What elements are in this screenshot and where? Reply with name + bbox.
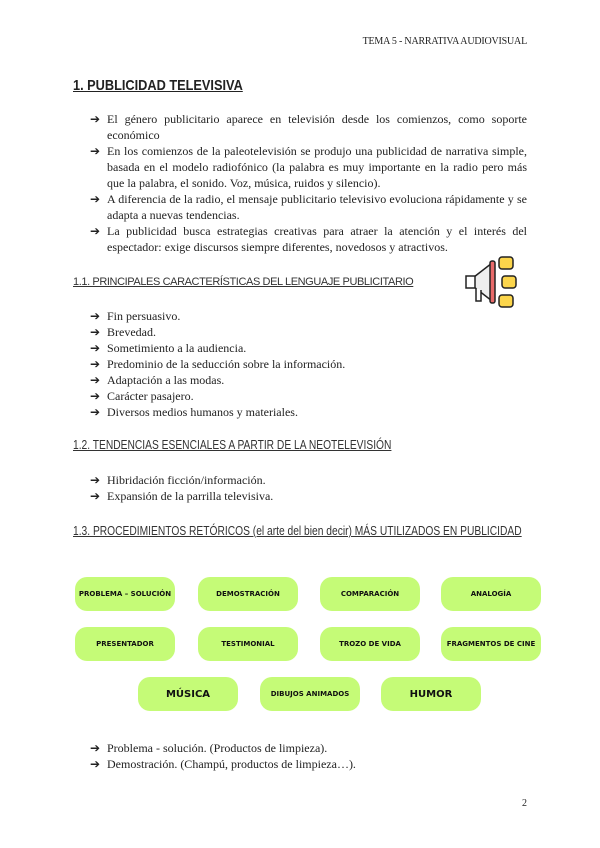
section-title: 1. PUBLICIDAD TELEVISIVA — [73, 77, 243, 94]
arrow-icon: ➔ — [90, 341, 101, 355]
arrow-icon: ➔ — [90, 192, 101, 206]
list-item: ➔ Fin persuasivo. — [90, 309, 181, 323]
list-item: ➔ A diferencia de la radio, el mensaje publicitario televisivo evoluciona rápidamente y se adapta a nuevas tendencias. — [90, 192, 527, 222]
list-item: ➔ La publicidad busca estrategias creativas para atraer la atención y el interés del espectador: exige discursos siempre diferentes, novedosos y atractivos. — [90, 224, 527, 254]
running-header: TEMA 5 - NARRATIVA AUDIOVISUAL — [362, 36, 527, 47]
pill-dibujos-animados: DIBUJOS ANIMADOS — [260, 677, 360, 711]
list-item: ➔ Expansión de la parrilla televisiva. — [90, 489, 274, 503]
arrow-icon: ➔ — [90, 309, 101, 323]
list-item: ➔ El género publicitario aparece en televisión desde los comienzos, como soporte económico — [90, 112, 527, 142]
list-item: ➔ Carácter pasajero. — [90, 389, 194, 403]
trends-list — [90, 472, 527, 504]
arrow-icon: ➔ — [90, 405, 101, 419]
pill-problema-solucion: PROBLEMA – SOLUCIÓN — [75, 577, 175, 611]
arrow-icon: ➔ — [90, 757, 101, 771]
pill-analogia: ANALOGÍA — [441, 577, 541, 611]
pill-demostracion: DEMOSTRACIÓN — [198, 577, 298, 611]
subsection-title-1-1: 1.1. PRINCIPALES CARACTERÍSTICAS DEL LENGUAJE PUBLICITARIO — [73, 276, 414, 288]
list-item: ➔ Problema - solución. (Productos de limpieza). — [90, 741, 328, 755]
list-item: ➔ En los comienzos de la paleotelevisión se produjo una publicidad de narrativa simple, basada en el modelo radiofónico (la palabra es muy importante en la radio pero más que la palabra, el sonido. Voz, música, ruidos y silencio). — [90, 144, 527, 190]
list-item: ➔ Brevedad. — [90, 325, 156, 339]
list-item: ➔ Predominio de la seducción sobre la información. — [90, 357, 346, 371]
pill-testimonial: TESTIMONIAL — [198, 627, 298, 661]
list-item: ➔ Demostración. (Champú, productos de limpieza…). — [90, 757, 356, 771]
pill-comparacion: COMPARACIÓN — [320, 577, 420, 611]
list-item: ➔ Adaptación a las modas. — [90, 373, 225, 387]
arrow-icon: ➔ — [90, 224, 101, 238]
list-item: ➔ Diversos medios humanos y materiales. — [90, 405, 298, 419]
page-number: 2 — [522, 798, 527, 809]
subsection-title-1-3: 1.3. PROCEDIMIENTOS RETÓRICOS (el arte del bien decir) MÁS UTILIZADOS EN PUBLICIDAD — [73, 524, 522, 538]
arrow-icon: ➔ — [90, 144, 101, 158]
list-item: ➔ Sometimiento a la audiencia. — [90, 341, 247, 355]
arrow-icon: ➔ — [90, 325, 101, 339]
arrow-icon: ➔ — [90, 112, 101, 126]
arrow-icon: ➔ — [90, 389, 101, 403]
procedures-list — [90, 740, 527, 772]
pill-trozo-de-vida: TROZO DE VIDA — [320, 627, 420, 661]
arrow-icon: ➔ — [90, 741, 101, 755]
list-item: ➔ Hibridación ficción/información. — [90, 473, 266, 487]
intro-list — [90, 111, 527, 255]
characteristics-list — [90, 308, 527, 420]
pill-musica: MÚSICA — [138, 677, 238, 711]
arrow-icon: ➔ — [90, 473, 101, 487]
arrow-icon: ➔ — [90, 489, 101, 503]
pill-fragmentos-de-cine: FRAGMENTOS DE CINE — [441, 627, 541, 661]
pill-presentador: PRESENTADOR — [75, 627, 175, 661]
arrow-icon: ➔ — [90, 373, 101, 387]
arrow-icon: ➔ — [90, 357, 101, 371]
megaphone-icon — [462, 255, 518, 311]
pill-humor: HUMOR — [381, 677, 481, 711]
subsection-title-1-2: 1.2. TENDENCIAS ESENCIALES A PARTIR DE LA NEOTELEVISIÓN — [73, 438, 392, 452]
